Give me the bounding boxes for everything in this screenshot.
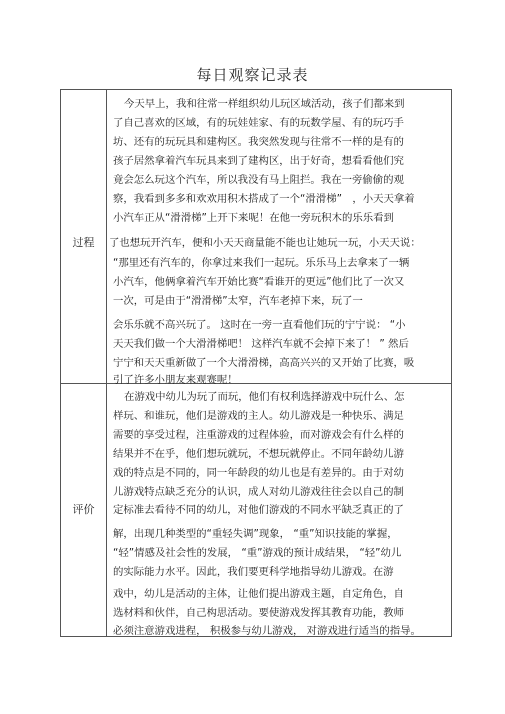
observation-record-table (60, 89, 452, 637)
evaluation-line: 解，出现几种类型的“重轻失调”现象， “重”知识技能的掌握， (113, 528, 398, 540)
process-line: 察，我看到多多和欢欢用积木搭成了一个“滑滑梯” ，小天天拿着 (113, 193, 415, 205)
evaluation-line: 必须注意游戏进程， 积极参与幼儿游戏， 对游戏进行适当的指导。 (113, 625, 421, 637)
process-line: 一次，可是由于“滑滑梯”太窄，汽车老掉下来，玩了一 (113, 295, 363, 307)
process-line: “那里还有汽车的，你拿过来我们一起玩。乐乐马上去拿来了一辆 (113, 257, 410, 269)
evaluation-line: 样玩、和谁玩，他们是游戏的主人。幼儿游戏是一种快乐、满足 (113, 410, 404, 422)
process-line: 孩子居然拿着汽车玩具来到了建构区，出于好奇，想看看他们究 (113, 155, 404, 167)
label-column-divider (106, 90, 107, 636)
process-line: 坊、还有的玩玩具和建构区。我突然发现与往常不一样的是有的 (113, 136, 404, 148)
evaluation-line: 需要的享受过程，注重游戏的过程体验，而对游戏会有什么样的 (113, 429, 404, 441)
evaluation-line: 儿游戏特点缺乏充分的认识，成人对幼儿游戏往往会以自己的制 (113, 486, 404, 498)
process-row-label: 过程 (72, 236, 95, 249)
evaluation-line: 结果并不在乎，他们想玩就玩，不想玩就停止。不同年龄幼儿游 (113, 448, 404, 460)
evaluation-line: 选材料和伙伴，自己构思活动。要使游戏发挥其教育功能，教师 (113, 607, 404, 619)
evaluation-line: 定标准去看待不同的幼儿，对他们游戏的不同水平缺乏真正的了 (113, 504, 404, 516)
process-line: 宁宁和天天重新做了一个大滑滑梯，高高兴兴的又开始了比赛，吸 (113, 357, 415, 369)
evaluation-line: “轻”情感及社会性的发展， “重”游戏的预计成结果， “轻”幼儿 (113, 547, 402, 559)
evaluation-line: 戏中，幼儿是活动的主体，让他们提出游戏主题，自定角色，自 (113, 588, 404, 600)
page-title: 每日观察记录表 (196, 66, 309, 84)
process-line: 竟会怎么玩这个汽车，所以我没有马上阻拦。我在一旁偷偷的观 (113, 174, 404, 186)
process-line: 会乐乐就不高兴玩了。 这时在一旁一直看他们玩的宁宁说： “小 (113, 319, 406, 331)
evaluation-line: 的实际能力水平。因此，我们要更科学地指导幼儿游戏。在游 (113, 566, 394, 578)
process-line: 今天早上，我和往常一样组织幼儿玩区域活动，孩子们都来到 (124, 98, 405, 110)
process-line: 了自己喜欢的区域，有的玩娃娃家、有的玩数学屋、有的玩巧手 (113, 117, 404, 129)
process-line: 小汽车正从“滑滑梯”上开下来呢！在他一旁玩积木的乐乐看到 (113, 212, 394, 224)
process-line: 天天我们做一个大滑滑梯吧！ 这样汽车就不会掉下来了！ ” 然后 (113, 338, 409, 350)
evaluation-line: 戏的特点是不同的，同一年龄段的幼儿也是有差异的。由于对幼 (113, 467, 404, 479)
evaluation-line: 在游戏中幼儿为玩了而玩，他们有权利选择游戏中玩什么、怎 (124, 391, 405, 403)
process-line: 小汽车，他俩拿着汽车开始比赛“看谁开的更远”他们比了一次又 (113, 276, 405, 288)
process-line: 了也想玩开汽车，便和小天天商量能不能也让她玩一玩，小天天说： (109, 237, 421, 249)
process-line: 引了许多小朋友来观赛呢！ (113, 374, 238, 386)
evaluation-row-label: 评价 (72, 503, 95, 516)
